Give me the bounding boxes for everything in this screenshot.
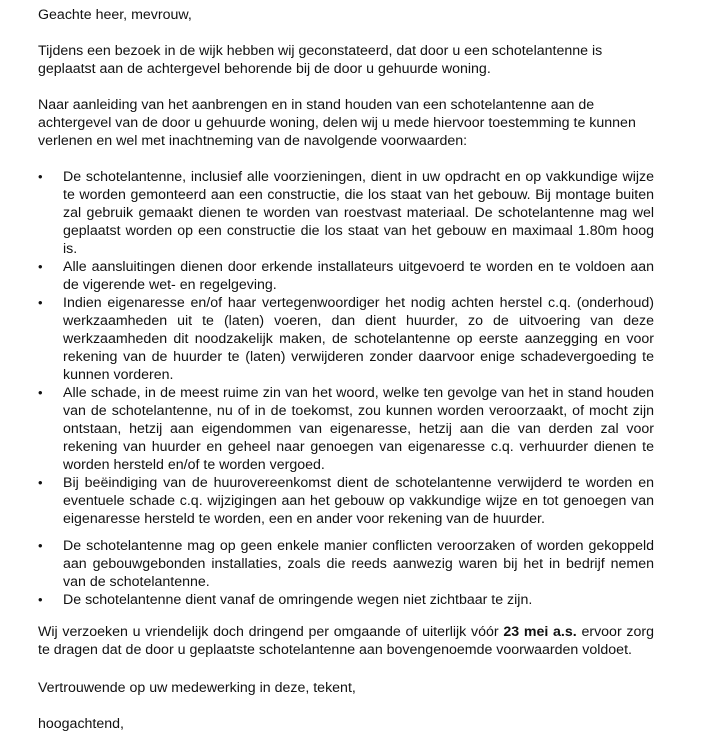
condition-text: De schotelantenne, inclusief alle voorzieningen, dient in uw opdracht en op vakkundige wijze te worden gemonteerd aan een constructie, die los staat van het gebouw. Bij montage buiten zal gebruik gemaakt dienen te worden van roestvast materiaal. De schotelantenne mag wel geplaatst worden op een constructie die los staat van het gebouw en maximaal 1.80m hoog is. xyxy=(63,169,654,257)
request-text-before: Wij verzoeken u vriendelijk doch dringend per omgaande of uiterlijk vóór xyxy=(38,624,504,640)
request-text-after: ervoor zorg te dragen dat de door u geplaatste schotelantenne aan bovengenoemde voorwaarden voldoet. xyxy=(38,624,655,658)
request-paragraph xyxy=(38,623,654,659)
permission-paragraph: Naar aanleiding van het aanbrengen en in stand houden van een schotelantenne aan de achtergevel van de door u gehuurde woning, delen wij u mede hiervoor toestemming te kunnen verlenen en wel met inachtneming van de navolgende voorwaarden: xyxy=(38,97,636,149)
bullet-icon: • xyxy=(38,295,43,310)
signoff: hoogachtend, xyxy=(38,716,124,732)
condition-text: De schotelantenne dient vanaf de omringende wegen niet zichtbaar te zijn. xyxy=(63,592,533,608)
bullet-icon: • xyxy=(38,592,43,607)
condition-item xyxy=(38,474,654,528)
intro-paragraph: Tijdens een bezoek in de wijk hebben wij geconstateerd, dat door u een schotelantenne is geplaatst aan de achtergevel behorende bij de door u gehuurde woning. xyxy=(38,43,603,77)
closing-line: Vertrouwende op uw medewerking in deze, tekent, xyxy=(38,680,356,696)
condition-text: Bij beëindiging van de huurovereenkomst dient de schotelantenne verwijderd te worden en eventuele schade c.q. wijzigingen aan het gebouw op vakkundige wijze en tot genoegen van eigenaresse hersteld te worden, een en ander voor rekening van de huurder. xyxy=(63,475,654,527)
condition-text: Alle schade, in de meest ruime zin van het woord, welke ten gevolge van het in stand houden van de schotelantenne, nu of in de toekomst, zou kunnen worden veroorzaakt, of mocht zijn ontstaan, hetzij aan eigendommen van eigenaresse, hetzij aan die van derden zal voor rekening van huurder en geheel naar genoegen van eigenaresse c.q. verhuurder dienen te worden hersteld en/of te worden vergoed. xyxy=(63,385,654,473)
condition-item xyxy=(38,384,654,474)
deadline-date: 23 mei a.s. xyxy=(503,624,577,640)
condition-item xyxy=(38,258,654,294)
condition-item xyxy=(38,294,654,384)
condition-item xyxy=(38,591,654,609)
letter-body xyxy=(38,6,654,733)
bullet-icon: • xyxy=(38,475,43,490)
condition-text: De schotelantenne mag op geen enkele manier conflicten veroorzaken of worden gekoppeld aan gebouwgebonden installaties, zoals die reeds aanwezig waren bij het in bedrijf nemen van de schotelantenne. xyxy=(63,538,654,590)
bullet-icon: • xyxy=(38,538,43,553)
bullet-icon: • xyxy=(38,385,43,400)
bullet-icon: • xyxy=(38,259,43,274)
salutation: Geachte heer, mevrouw, xyxy=(38,7,192,23)
condition-text: Indien eigenaresse en/of haar vertegenwoordiger het nodig achten herstel c.q. (onderhoud) werkzaamheden uit te (laten) voeren, dan dient huurder, zo de uitvoering van deze werkzaamheden dit noodzakelijk maken, de schotelantenne op eerste aanzegging en voor rekening van de huurder te (laten) verwijderen zonder daarvoor enige schadevergoeding te kunnen vorderen. xyxy=(63,295,654,383)
condition-item xyxy=(38,168,654,258)
conditions-list xyxy=(38,168,654,609)
condition-item xyxy=(38,537,654,591)
condition-text: Alle aansluitingen dienen door erkende installateurs uitgevoerd te worden en te voldoen aan de vigerende wet- en regelgeving. xyxy=(63,259,654,293)
bullet-icon: • xyxy=(38,169,43,184)
